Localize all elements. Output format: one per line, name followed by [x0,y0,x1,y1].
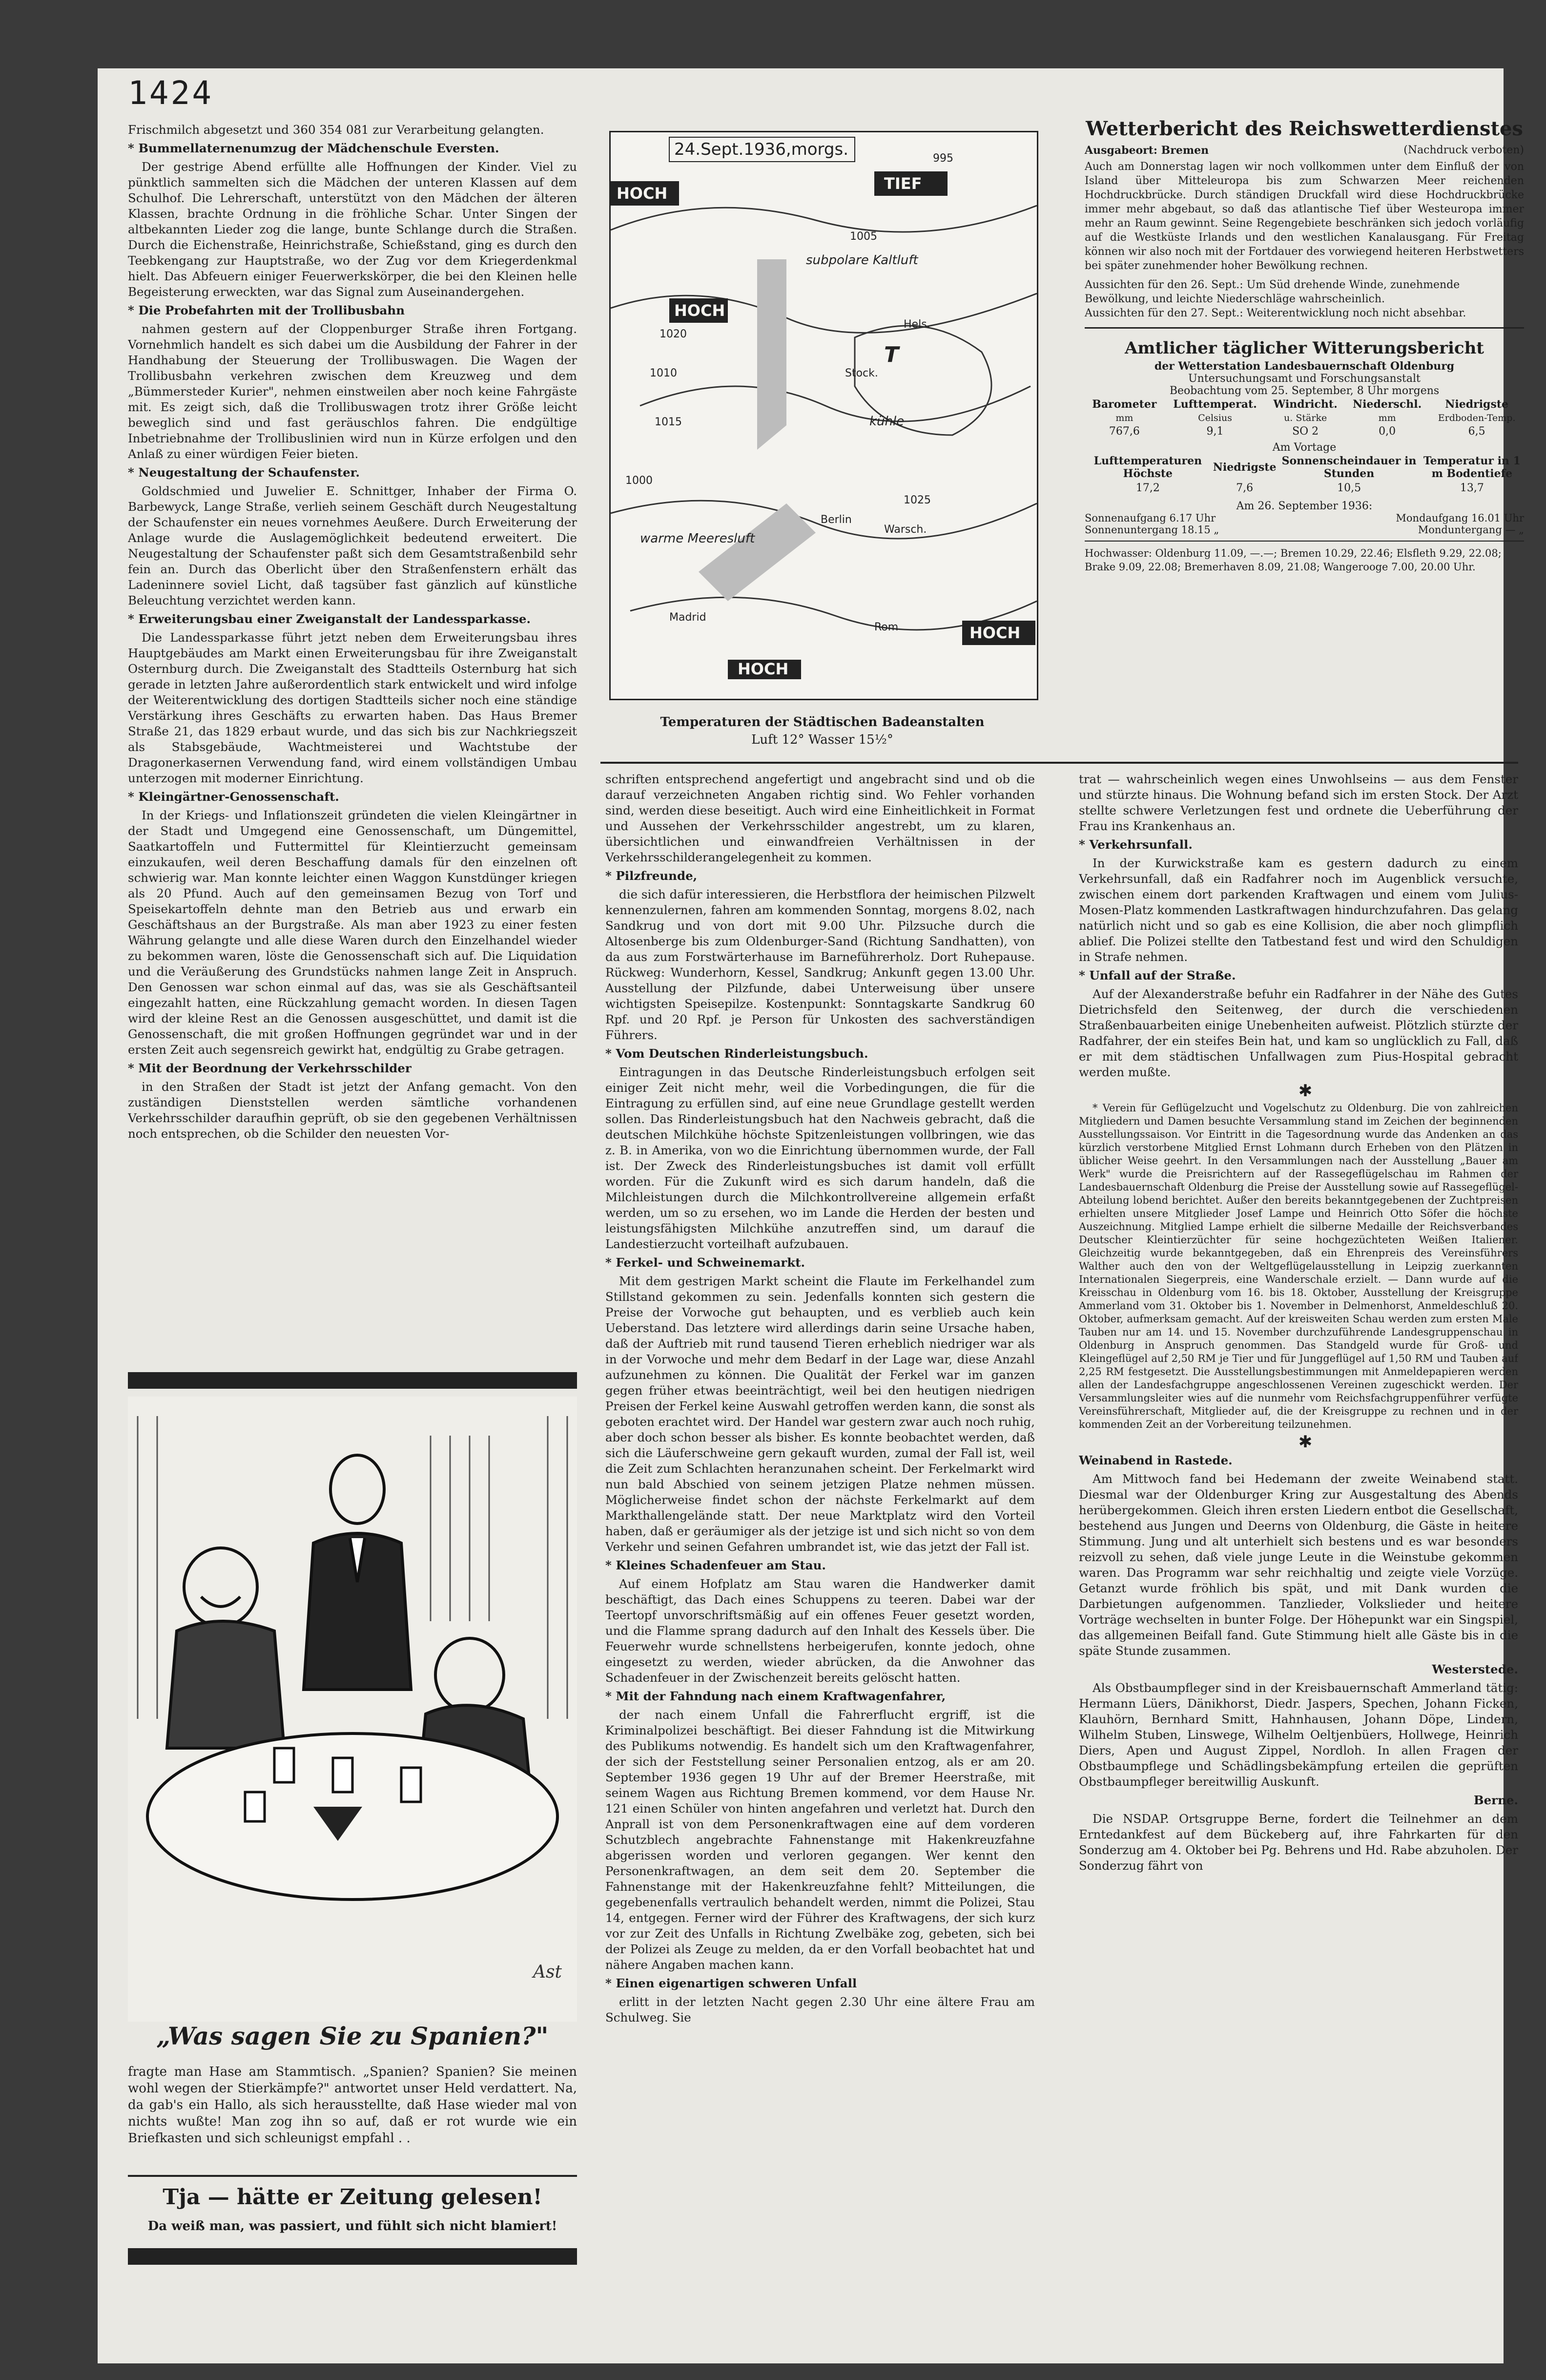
wx-v2-3: 13,7 [1460,482,1484,494]
fire-text: Auf einem Hofplatz am Stau waren die Handwerker damit beschäftigt, das Dach eines Schuppens zu teeren. Dabei war der Teertopf unvorschriftsmäßig auf ein offenes Feuer gesetzt worden, und die Flamme sprang dadurch auf den Inhalt des Kessels über. Die Feuerwehr wurde schnellstens herbeigerufen, konnte jedoch, ohne eingesetzt zu werden, wieder abrücken, da die Anwohner das Schadenfeuer in der Zwischenzeit bereits gelöscht hatten. [605,1577,1035,1685]
svg-text:Ast: Ast [533,1962,562,1982]
intro-text: Frischmilch abgesetzt und 360 354 081 zur Verarbeitung gelangten. [128,123,544,137]
daily-weather-title: Amtlicher täglicher Witterungsbericht [1124,338,1484,358]
map-label-hoch-3: HOCH [969,624,1021,642]
weather-table-2 [1085,454,1524,495]
shop-text: Goldschmied und Juwelier E. Schnittger, Inhaber der Firma O. Barbewyck, Lange Straße, verlieh seinem Geschäft durch Neugestaltung der Schaufenster ein neues vornehmes Aeußere. Durch Erweiterung der Anlage wurde die Auslagemöglichkeit bedeutend erweitert. Die Neugestaltung der Schaufenster paßt sich dem Gesamtstraßenbild sehr fein an. Durch das Oberlicht über den Straßenfenstern erhält das Ladeninnere soviel Licht, daß tagsüber fast gänzlich auf künstliche Beleuchtung verzichtet werden kann. [128,484,577,607]
map-label-hoch-4: HOCH [738,660,789,678]
ad-bottom-rule [128,2248,577,2265]
column-2 [605,772,1035,2256]
moonset: Monduntergang — „ [1418,524,1524,536]
poultry-club-text: * Verein für Geflügelzucht und Vogelschutz zu Oldenburg. Die von zahlreichen Mitgliedern und Damen besuchte Versammlung stand im Zeichen der beginnenden Ausstellungssaison. Vor Eintritt in die Tagesordnung wurde das Andenken an das kürzlich verstorbene Mitglied Ernst Lohmann durch Erheben von den Plätzen in üblicher Weise geehrt. In den Versammlungen nach der Ausstellung „Bauer am Werk" wurde die Preisrichtern auf der Rassegeflügelschau im Rahmen der Landesbauernschaft Oldenburg die Preise der Ausstellung sowie auf Rassegeflügel-Abteilung lobend berichtet. Außer den bereits bekanntgegebenen der Zuchtpreisen erhielten unsere Mitglieder Josef Lampe und Heinrich Otto Söfer die höchste Auszeichnung. Mitglied Lampe erhielt die silberne Medaille der Reichsverbandes Deutscher Kleintierzüchter für seine hochgezüchteten Weißen Italiener. Gleichzeitig wurde bekanntgegeben, daß ein Ehrenpreis des Vereinsführers Walther auch den von der Weltgeflügelausstellung in Leipzig zuerkannten Internationalen Siegerpreis, eine Wanderschale erzielt. — Dann wurde auf die Kreisschau in Oldenburg vom 16. bis 18. Oktober, Ausstellung der Kreisgruppe Ammerland vom 31. Oktober bis 1. November in Delmenhorst, Anmeldeschluß 20. Oktober, aufmerksam gemacht. Auf der kreisweiten Schau werden zum ersten Male Tauben nur am 14. und 15. November durchzuführende Landesgruppenschau in Oldenburg in Anspruch genommen. Das Standgeld wurde für Groß- und Kleingeflügel auf 2,50 RM je Tier und für Junggeflügel auf 1,50 RM und Tauben auf 2,25 RM festgesetzt. Die Ausstellungsbestimmungen mit Anmeldepapieren werden allen der Landesfachgruppe angeschlossenen Vereinen zugeschickt werden. Der Versammlungsleiter wies auf die nunmehr vom Reichsfachgruppenführer verfügte Vereinsführerschaft, Mitglieder auf, die der Kreisgruppe zu rechnen und in der kommenden Zeit an der Vorbereitung teilzunehmen. [1079,1102,1518,1430]
map-label-cool: kühle [869,414,905,429]
hit-run-text: der nach einem Unfall die Fahrerflucht ergriff, ist die Kriminalpolizei beschäftigt. Bei dieser Fahndung ist die Mitwirkung des Publikums notwendig. Es handelt sich um den Kraftwagenfahrer, der sich der Feststellung seiner Personalien entzog, als er am 20. September 1936 gegen 19 Uhr auf der Bremer Heerstraße, mit seinem Wagen aus Richtung Bremen kommend, vor dem Hause Nr. 121 einen Schüler von hinten angefahren und verletzt hat. Durch den Anprall ist von dem Personenkraftwagen eine auf dem vorderen Schutzblech angebrachte Fahnenstange mit Hakenkreuzfahne abgerissen worden und verloren gegangen. Wer kennt den Personenkraftwagen, an dem seit dem 20. September die Fahnenstange mit der Hakenkreuzfahne fehlt? Mitteilungen, die gegebenenfalls vertraulich behandelt werden, nimmt die Polizei, Stau 14, entgegen. Ferner wird der Führer des Kraftwagens, der sich kurz vor zur Zeit des Unfalls in Richtung Zwelbäke zog, gebeten, sich bei der Polizei als Zeuge zu melden, da er den Vorfall beobachtet hat und nähere Angaben machen kann. [605,1708,1035,1972]
traffic-text: In der Kurwickstraße kam es gestern dadurch zu einem Verkehrsunfall, daß ein Radfahrer noch im Augenblick versuchte, zwischen einem dort parkenden Kraftwagen und einem vom Julius-Mosen-Platz kommenden Lastkraftwagen hindurchzufahren. Das gelang natürlich nicht und so gab es eine Kollision, die aber noch glimpflich ablief. Die Polizei stellte den Tatbestand fest und wird den Schuldigen in Strafe nehmen. [1079,856,1518,964]
garden-text: In der Kriegs- und Inflationszeit gründeten die vielen Kleingärtner in der Stadt und Umgegend eine Genossenschaft, um Düngemittel, Saatkartoffeln und Futtermittel für Kleintierzucht gemeinsam einzukaufen, weil deren Beschaffung damals für den einzelnen oft schwierig war. Man konnte leichter einen Waggon Kunstdünger kriegen als 20 Pfund. Auch auf den gemeinsamen Bezug von Torf und Speisekartoffeln dehnte man den Betrieb aus und erwarb ein Geschäftshaus an der Burgstraße. Als man aber 1923 zu einer festen Währung gelangte und alle diese Waren durch den Einzelhandel wieder zu bekommen waren, löste die Genossenschaft sich auf. Die Liquidation und die Veräußerung des Grundstücks nahmen lange Zeit in Anspruch. Den Genossen war schon einmal auf das, was sie als Geschäftsanteil eingezahlt hatten, eine Rückzahlung gemacht worden. In diesen Tagen wird der kleine Rest an die Genossen ausgeschüttet, und damit ist die Genossenschaft, die mit großen Hoffnungen gegründet war und in der ersten Zeit auch segensreich gewirkt hat, endgültig zu Grabe getragen. [128,808,577,1057]
wx-v1-2: SO 2 [1292,425,1319,438]
wx-v2-1: 7,6 [1236,482,1254,494]
section-star-2: ✱ [1298,1432,1313,1452]
center-rule [600,762,1518,764]
weather-report [1085,117,1524,574]
bank-headline: * Erweiterungsbau einer Zweiganstalt der Landessparkasse. [128,612,531,626]
wx-h2-0: Lufttemperaturen Höchste [1093,455,1202,480]
moonrise: Mondaufgang 16.01 Uhr [1396,512,1524,524]
weather-station: der Wetterstation Landesbauernschaft Oldenburg [1154,360,1455,373]
wx-h1-2: Windricht. [1273,398,1338,411]
isobar-1000: 1000 [625,475,653,487]
pig-market-text: Mit dem gestrigen Markt scheint die Flaute im Ferkelhandel zum Stillstand gekommen zu sein. Jedenfalls konnten sich gestern die Preise der Vorwoche gut behaupten, und es verblieb auch kein Ueberstand. Das letztere wird allerdings darin seine Ursache haben, daß der Auftrieb mit rund tausend Tieren erheblich niedriger war als in der Vorwoche und mehr dem Bedarf in der Lage war, diese Anzahl aufzunehmen zu können. Die Qualität der Ferkel war im ganzen gegen früher etwas beeinträchtigt, weil bei den heutigen niedrigen Preisen der Ferkel keine Auswahl getroffen werden kann, die sonst als geboten erachtet wird. Der Handel war gestern zwar auch noch ruhig, aber doch schon besser als bisher. Es konnte beobachtet werden, daß sich die Läuferschweine gern gekauft wurden, zumal der Fall ist, weil die Zeit zum Schlachten heranzunahen scheint. Der Ferkelmarkt wird nun bald Abschied von seinem jetzigen Platze nehmen müssen. Möglicherweise findet schon der nächste Ferkelmarkt auf dem Markthallengelände statt. Der neue Marktplatz wird den Vorteil haben, daß er geräumiger als der jetzige ist und sich nicht so von dem Verkehr und seinen Gefahren umbrandet ist, wie das jetzt der Fall ist. [605,1274,1035,1554]
weather-text: Auch am Donnerstag lagen wir noch vollkommen unter dem Einfluß der von Island über Mitteleuropa bis zum Schwarzen Meer reichenden Hochdruckbrücke. Durch ständigen Druckfall wird diese Hochdruckbrücke immer mehr abgebaut, so daß das atlantische Tief über Westeuropa immer mehr an Raum gewinnt. Seine Regengebiete beschränken sich jedoch vorläufig auf die Westküste Irlands und den westlichen Kanalausgang. Für Freitag können wir also noch mit der Fortdauer des vorwiegend heiteren Herbstwetters bei später zunehmender hoher Bewölkung rechnen. [1085,161,1524,272]
wx-s1-2: u. Stärke [1284,413,1327,423]
wx-v1-3: 0,0 [1379,425,1396,438]
high-water-times: Hochwasser: Oldenburg 11.09, —.—; Bremen 10.29, 22.46; Elsfleth 9.29, 22.08; Brake 9.09, 22.08; Bremerhaven 8.09, 21.08; Wangerooge 7.00, 20.00 Uhr. [1085,547,1502,573]
wx-s1-3: mm [1378,413,1396,423]
mushroom-headline: * Pilzfreunde, [605,869,698,883]
bath-temperature-caption: Temperaturen der Städtischen Badeanstalten [660,715,985,730]
city-rome: Rom [874,621,899,633]
westerstede-headline: Westerstede. [1432,1662,1518,1676]
wx-h1-0: Barometer [1092,398,1157,411]
signs-text: in den Straßen der Stadt ist jetzt der Anfang gemacht. Von den zuständigen Dienststellen werden sämtliche vorhandenen Verkehrsschilder daraufhin geprüft, ob sie den gegebenen Verhältnissen noch entsprechen, ob die Schilder den neuesten Vor- [128,1080,577,1141]
map-label-t: T [884,342,899,367]
weather-map [609,131,1038,700]
wx-v1-1: 9,1 [1206,425,1224,438]
weather-map-drawing [611,132,1037,699]
sunset: Sonnenuntergang 18.15 „ [1085,524,1219,536]
weather-origin: Ausgabeort: Bremen [1085,144,1209,157]
accident-continuation: trat — wahrscheinlich wegen eines Unwohlseins — aus dem Fenster und stürzte hinaus. Die Wohnung befand sich im ersten Stock. Der Arzt stellte schwere Verletzungen fest und ordnete die Ueberführung der Frau ins Krankenhaus an. [1079,772,1518,833]
column-3 [1079,772,1518,2256]
wx-v1-4: 6,5 [1468,425,1485,438]
trolley-text: nahmen gestern auf der Cloppenburger Straße ihren Fortgang. Vornehmlich handelt es sich dabei um die Ausbildung der Fahrer in der Handhabung der Steuerung der Trollibuswagen. Die Wagen der Trollibusbahn verkehren zwischen dem Kreuzweg und dem „Bümmersteder Kurier", nehmen einstweilen aber noch keine Fahrgäste mit. Es zeigt sich, daß die Trollibuswagen trotz ihrer Größe leicht beweglich sind und fast geräuschlos fahren. Die endgültige Inbetriebnahme der Trollibuslinien wird nun in Kürze erfolgen und den Anlaß zu einer würdigen Feier bieten. [128,322,577,461]
isobar-1005: 1005 [850,230,877,243]
city-warsaw: Warsch. [884,523,927,536]
isobar-1015: 1015 [655,416,682,428]
section-star-1: ✱ [1298,1081,1313,1101]
laterns-text: Der gestrige Abend erfüllte alle Hoffnungen der Kinder. Viel zu pünktlich sammelten sich die Mädchen der unteren Klassen auf dem Schulhof. Die Lehrerschaft, unterstützt von den Mädchen der älteren Klassen, brachte Ordnung in die fröhliche Schar. Unter Singen der altbekannten Lieder zog die lange, bunte Schlange durch die Straßen. Durch die Eichenstraße, Heinrichstraße, Schießstand, ging es durch den Teebkengang zur Hauptstraße, wo der Zug vor dem Kriegerdenkmal hielt. Das Abfeuern einiger Feuerwerkskörper, die bei den Kleinen helle Begeisterung erweckten, war das Signal zum Auseinandergehen. [128,160,577,299]
weather-report-title: Wetterbericht des Reichswetterdienstes [1086,117,1523,140]
map-label-hoch-1: HOCH [617,184,668,203]
shop-headline: * Neugestaltung der Schaufenster. [128,465,360,480]
accident-text: erlitt in der letzten Nacht gegen 2.30 Uhr eine ältere Frau am Schulweg. Sie [605,1995,1035,2025]
isobar-995: 995 [933,152,953,165]
isobar-1025: 1025 [904,494,931,506]
bank-text: Die Landessparkasse führt jetzt neben dem Erweiterungsbau ihres Hauptgebäudes am Markt einen Erweiterungsbau für ihre Zweiganstalt Osternburg durch. Die Zweiganstalt des Stadtteils Osternburg hat sich gerade in letzten Jahre außerordentlich stark entwickelt und wird infolge der Weiterentwicklung des dortigen Stadtteils sicher noch eine ständige Verstärkung ihres Geschäfts zu erwarten haben. Das Haus Bremer Straße 21, das 1829 erbaut wurde, und das sich bis zur Nachkriegszeit als Stabsgebäude, Wachtmeisterei und Wachtstube der Dragonerkasernen Verwendung fand, wird einem vollständigen Umbau unterzogen mit moderner Einrichtung. [128,630,577,785]
wx-h1-4: Niedrigste [1445,398,1508,411]
wx-h2-2: Sonnenscheindauer in Stunden [1281,455,1417,480]
wx-s1-4: Erdboden-Temp. [1438,413,1516,423]
trolley-headline: * Die Probefahrten mit der Trollibusbahn [128,303,405,317]
accident-headline: * Einen eigenartigen schweren Unfall [605,1976,857,1990]
westerstede-text: Als Obstbaumpfleger sind in der Kreisbauernschaft Ammerland tätig: Hermann Lüers, Dänikhorst, Diedr. Jaspers, Spechen, Johann Ficken, Klauhörn, Bernhard Smitt, Hahnhausen, Johann Döpe, Lindern, Wilhelm Stuben, Linswege, Wilhelm Oeltjenbüers, Hollwege, Heinrich Diers, Apen und August Zippel, Nordloh. In allen Fragen der Obstbaumpflege und Schädlingsbekämpfung erteilen die geprüften Obstbaumpfleger bereitwillig Auskunft. [1079,1681,1518,1789]
city-helsinki: Hels. [904,318,930,331]
city-berlin: Berlin [821,514,852,526]
wx-h1-1: Lufttemperat. [1173,398,1257,411]
map-label-subpolar: subpolare Kaltluft [806,253,918,268]
isobar-1010: 1010 [650,367,677,379]
signs-headline: * Mit der Beordnung der Verkehrsschilder [128,1061,412,1075]
page-number: 1424 [128,74,213,112]
wx-h2-3: Temperatur in 1 m Bodentiefe [1423,455,1521,480]
date-26-label: Am 26. September 1936: [1236,500,1373,512]
mushroom-text: die sich dafür interessieren, die Herbstflora der heimischen Pilzwelt kennenzulernen, fahren am kommenden Sonntag, morgens 8.02, nach Sandkrug und von dort mit 9.00 Uhr. Pilzsuche durch die Altosenberge bis zum Oldenburger-Sand (Richtung Sandhatten), von da aus zum Forstwärterhause im Barneführerholz. Dort Ruhepause. Rückweg: Wunderhorn, Kessel, Sandkrug; Ankunft gegen 13.00 Uhr. Ausstellung der Pilzfunde, dabei Unterweisung über unsere wichtigsten Speisepilze. Kostenpunkt: Sonntagskarte Sandkrug 60 Rpf. und 20 Rpf. je Person für Unkosten des sachverständigen Führers. [605,887,1035,1042]
ad-story-text: fragte man Hase am Stammtisch. „Spanien? Spanien? Sie meinen wohl wegen der Stierkämpfe?" antwortet unser Held verdattert. Na, da gab's ein Hallo, als sich herausstellte, daß Hase wieder mal von nichts wußte! Man zog ihn so auf, daß er rot wurde wie ein Briefkasten und sich schleunigst empfahl . . [128,2065,577,2146]
wine-evening-headline: Weinabend in Rastede. [1079,1453,1233,1467]
garden-headline: * Kleingärtner-Genossenschaft. [128,790,339,804]
map-label-hoch-2: HOCH [674,301,725,320]
ad-headline: „Was sagen Sie zu Spanien?" [156,2022,549,2050]
city-madrid: Madrid [669,611,706,624]
weather-table-1 [1085,397,1524,438]
sunrise: Sonnenaufgang 6.17 Uhr [1085,512,1216,524]
stammtisch-cartoon [128,1377,577,2022]
map-label-warm-sea-air: warme Meeresluft [640,531,755,546]
wx-s1-0: mm [1115,413,1134,423]
laterns-headline: * Bummellaternenumzug der Mädchenschule Eversten. [128,141,499,155]
berne-text: Die NSDAP. Ortsgruppe Berne, fordert die Teilnehmer an dem Erntedankfest auf dem Bückeberg auf, ihre Fahrkarten für den Sonderzug am 4. Oktober bei Pg. Behrens und Hd. Rabe abzuholen. Der Sonderzug fährt von [1079,1812,1518,1873]
wx-h1-3: Niederschl. [1353,398,1422,411]
traffic-headline: * Verkehrsunfall. [1079,837,1193,852]
previous-day-label: Am Vortage [1272,441,1337,454]
street-accident-headline: * Unfall auf der Straße. [1079,968,1236,982]
cattle-text: Eintragungen in das Deutsche Rinderleistungsbuch erfolgen seit einiger Zeit nicht mehr, weil die Vorbedingungen, die für die Eintragung zu erfüllen sind, auf eine neue Grundlage gestellt werden sollen. Das Rinderleistungsbuch hat den Nachweis gebracht, daß die deutschen Milchkühe höchste Spitzenleistungen vollbringen, wie das z. B. in Amerika, von wo die Einrichtung übernommen wurde, der Fall ist. Der Zweck des Rinderleistungsbuches ist damit voll erfüllt worden. Für die Zukunft wird es sich darum handeln, daß die Milchleistungen durch die Milchkontrollvereine allgemein erfaßt werden, um so zu ersehen, wo im Lande die Herden der besten und leistungsfähigsten Milchkühe anzutreffen sind, um darauf die Landestierzucht vorteilhaft aufzubauen. [605,1065,1035,1251]
isobar-1020: 1020 [660,328,687,340]
berne-headline: Berne. [1473,1793,1518,1807]
weather-outlook-27: Aussichten für den 27. Sept.: Weiterentwicklung noch nicht absehbar. [1085,307,1466,319]
weather-station-2: Untersuchungsamt und Forschungsanstalt [1188,373,1421,385]
cattle-headline: * Vom Deutschen Rinderleistungsbuch. [605,1046,868,1061]
street-accident-text: Auf der Alexanderstraße befuhr ein Radfahrer in der Nähe des Gutes Dietrichsfeld den Seitenweg, der durch die verschiedenen Straßenbauarbeiten einige Unebenheiten aufweist. Plötzlich stürzte der Radfahrer, der ein steifes Bein hat, und kam so unglücklich zu Fall, daß er mit dem städtischen Unfallwagen zum Pius-Hospital gebracht werden mußte. [1079,987,1518,1079]
map-title: 24.Sept.1936,morgs. [674,140,849,159]
column-1 [128,122,577,1353]
wine-evening-text: Am Mittwoch fand bei Hedemann der zweite Weinabend statt. Diesmal war der Oldenburger Kring zur Ausgestaltung des Abends herübergekommen. Gleich ihren ersten Liedern entbot die Gesellschaft, bestehend aus Jungen und Deerns von Oldenburg, die Gäste in heitere Stimmung. Jung und alt unterhielt sich bestens und es war besonders reizvoll zu sehen, daß viele junge Leute in die Weinstube gekommen waren. Das Programm war sehr reichhaltig und zeigte viele Vorzüge. Getanzt wurde fröhlich bis spät, und mit Dank wurden die Darbietungen aufgenommen. Tanzlieder, Volkslieder und heitere Vorträge wechselten in bunter Folge. Der Höhepunkt war ein Singspiel, das allgemeinen Beifall fand. Gute Stimmung hielt alle Gäste bis in die späte Stunde zusammen. [1079,1472,1518,1658]
weather-observed: Beobachtung vom 25. September, 8 Uhr morgens [1169,385,1440,397]
fire-headline: * Kleines Schadenfeuer am Stau. [605,1558,826,1572]
wx-v2-2: 10,5 [1337,482,1361,494]
ad-mid-rule [128,2175,577,2177]
wx-h2-1: Niedrigste [1213,461,1277,474]
bath-temperature-values: Luft 12° Wasser 15½° [751,732,893,747]
wx-v1-0: 767,6 [1109,425,1140,438]
wx-v2-0: 17,2 [1135,482,1160,494]
signs-continuation: schriften entsprechend angefertigt und angebracht sind und ob die darauf verzeichneten Angaben richtig sind. Wo Fehler vorhanden sind, werden diese beseitigt. Auch wird eine Einheitlichkeit in Format und Aussehen der Verkehrsschilder angestrebt, um zu klaren, übersichtlichen und einwandfreien Verhältnissen in der Verkehrsschilderangelegenheit zu kommen. [605,772,1035,864]
city-stockholm: Stock. [845,367,878,379]
pig-market-headline: * Ferkel- und Schweinemarkt. [605,1255,805,1270]
weather-reprint-note: (Nachdruck verboten) [1403,144,1524,156]
wx-s1-1: Celsius [1198,413,1232,423]
weather-outlook-26: Aussichten für den 26. Sept.: Um Süd drehende Winde, zunehmende Bewölkung, und leichte Niederschläge wahrscheinlich. [1085,279,1460,305]
map-label-tief: TIEF [884,174,922,193]
ad-slogan: Tja — hätte er Zeitung gelesen! [163,2185,542,2210]
hit-run-headline: * Mit der Fahndung nach einem Kraftwagenfahrer, [605,1689,946,1703]
ad-subline: Da weiß man, was passiert, und fühlt sich nicht blamiert! [147,2219,557,2234]
